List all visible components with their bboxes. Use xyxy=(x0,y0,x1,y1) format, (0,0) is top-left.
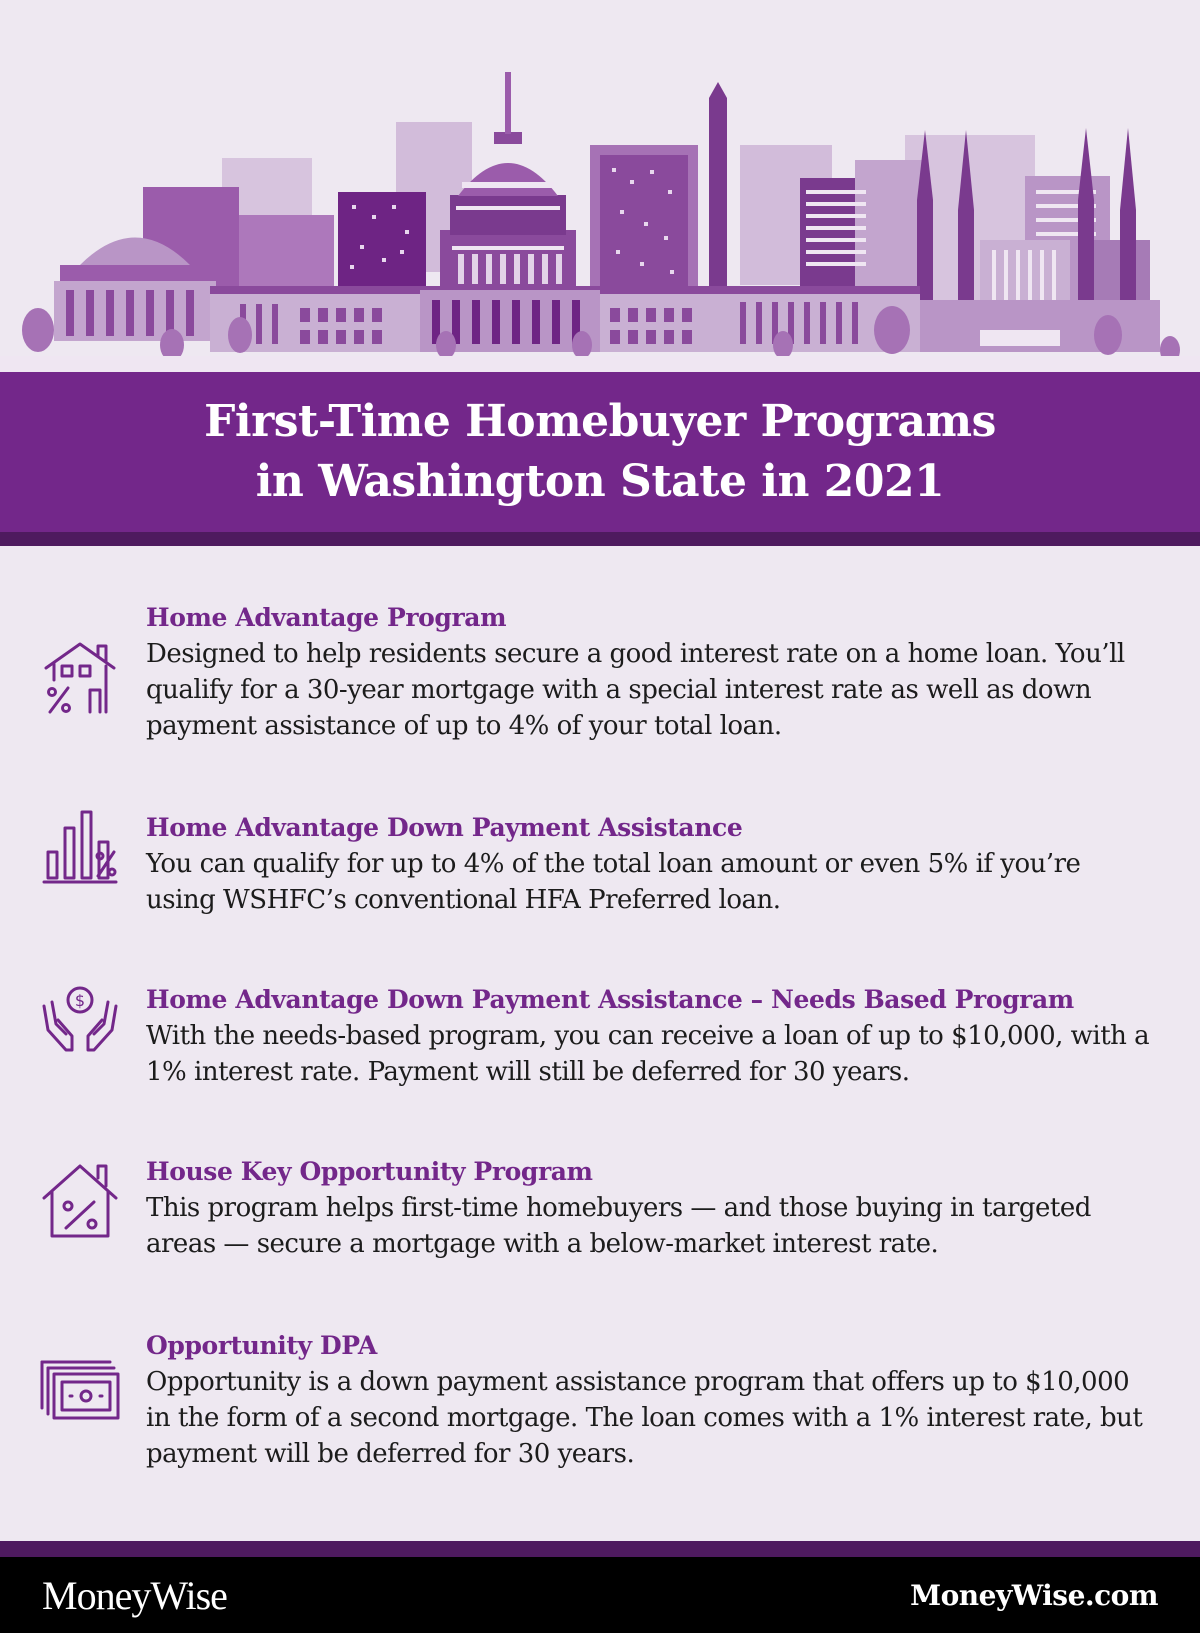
program-text xyxy=(146,1154,1156,1262)
footer-divider xyxy=(0,1541,1200,1557)
house-percent-outline-icon xyxy=(40,1160,120,1240)
page-title-line1: First-Time Homebuyer Programs xyxy=(204,396,996,447)
svg-text:$: $ xyxy=(74,991,86,1010)
bar-chart-percent-icon xyxy=(40,806,120,886)
program-title: Home Advantage Down Payment Assistance – Needs Based Program xyxy=(146,985,1074,1014)
footer-url-link[interactable]: MoneyWise.com xyxy=(910,1578,1158,1612)
program-title: House Key Opportunity Program xyxy=(146,1157,593,1186)
program-description: With the needs-based program, you can receive a loan of up to $10,000, with a 1% interest rate. Payment will still be deferred for 30 years. xyxy=(146,1021,1150,1087)
program-title: Home Advantage Program xyxy=(146,603,507,632)
program-text xyxy=(146,982,1156,1090)
title-banner xyxy=(0,372,1200,532)
page-title xyxy=(204,392,996,512)
program-description: Opportunity is a down payment assistance program that offers up to $10,000 in the form of a second mortgage. The loan comes with a 1% interest rate, but payment will be deferred for 30 years. xyxy=(146,1367,1143,1469)
banner-shadow xyxy=(0,532,1200,546)
page-title-line2: in Washington State in 2021 xyxy=(255,456,945,507)
moneywise-logo: MoneyWise xyxy=(42,1572,227,1618)
program-text xyxy=(146,1328,1156,1472)
program-description: You can qualify for up to 4% of the total loan amount or even 5% if you’re using WSHFC’s conventional HFA Preferred loan. xyxy=(146,849,1081,915)
hands-coin-icon xyxy=(40,980,120,1060)
program-text xyxy=(146,810,1156,918)
city-skyline-illustration xyxy=(0,0,1200,372)
footer xyxy=(0,1557,1200,1633)
program-title: Home Advantage Down Payment Assistance xyxy=(146,813,743,842)
program-description: Designed to help residents secure a good interest rate on a home loan. You’ll qualify for a 30-year mortgage with a special interest rate as well as down payment assistance of up to 4% of your total loan. xyxy=(146,639,1125,741)
program-description: This program helps first-time homebuyers — and those buying in targeted areas — secure a mortgage with a below-market interest rate. xyxy=(146,1193,1091,1259)
house-percent-icon xyxy=(40,636,120,716)
program-text xyxy=(146,600,1156,744)
cash-stack-icon xyxy=(40,1348,120,1428)
program-title: Opportunity DPA xyxy=(146,1331,377,1360)
